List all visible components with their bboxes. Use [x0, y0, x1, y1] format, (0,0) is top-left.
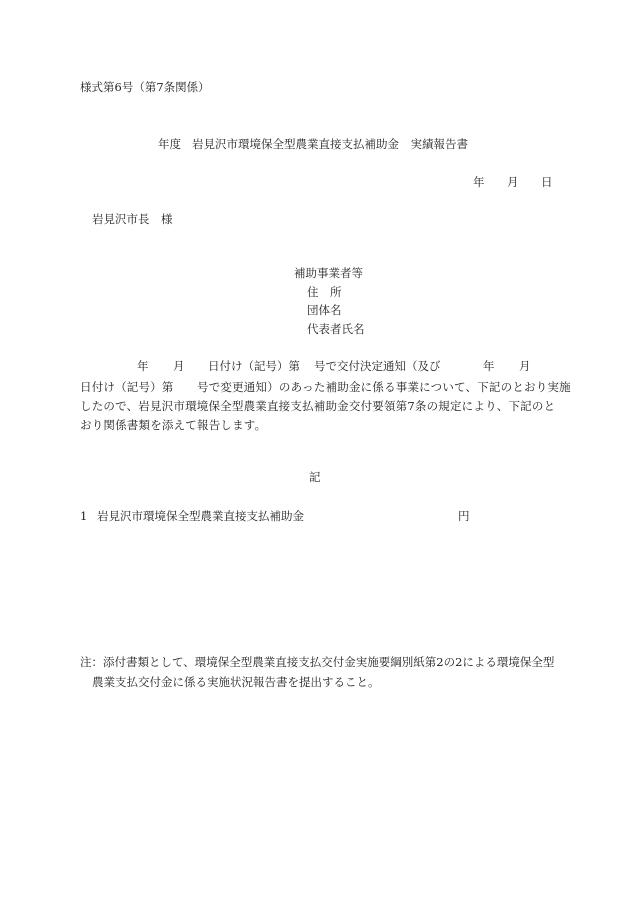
body-line1-num: 号で交付決定通知（及び	[314, 359, 441, 373]
body-paragraph	[80, 378, 571, 435]
note-line2: 農業支払交付金に係る実施状況報告書を提出すること。	[92, 675, 380, 689]
ki-heading: 記	[309, 470, 321, 484]
body-line4: おり関係書類を添えて報告します。	[80, 418, 267, 432]
applicant-heading: 補助事業者等	[294, 266, 363, 280]
applicant-address-label: 住 所	[307, 285, 342, 299]
item1-label: 岩見沢市環境保全型農業直接支払補助金	[97, 509, 304, 523]
date-month: 月	[507, 175, 519, 189]
date-day: 日	[541, 175, 553, 189]
title-year-label: 年度	[158, 137, 181, 151]
body-line1-year: 年	[137, 359, 149, 373]
body-line1-month: 月	[173, 359, 185, 373]
body-line1-year2: 年	[483, 359, 495, 373]
addressee: 岩見沢市長 様	[92, 212, 173, 226]
item1-number: 1	[80, 509, 88, 523]
document-title: 岩見沢市環境保全型農業直接支払補助金 実績報告書	[192, 137, 468, 151]
body-line1-text: 日付け（記号）第	[208, 359, 300, 373]
body-line1-month2: 月	[519, 359, 531, 373]
body-line2: 日付け（記号）第 号で変更通知）のあった補助金に係る事業について、下記のとおり実施	[80, 380, 571, 394]
note-line1: 注：添付書類として、環境保全型農業直接支払交付金実施要綱別紙第2の2による環境保全型	[80, 655, 555, 669]
applicant-representative-label: 代表者氏名	[307, 322, 365, 336]
date-year: 年	[473, 175, 485, 189]
form-number: 様式第6号（第7条関係）	[80, 80, 210, 94]
applicant-organization-label: 団体名	[307, 303, 342, 317]
item1-unit: 円	[458, 509, 470, 523]
body-line3: したので、岩見沢市環境保全型農業直接支払補助金交付要領第7条の規定により、下記のと	[80, 399, 556, 413]
